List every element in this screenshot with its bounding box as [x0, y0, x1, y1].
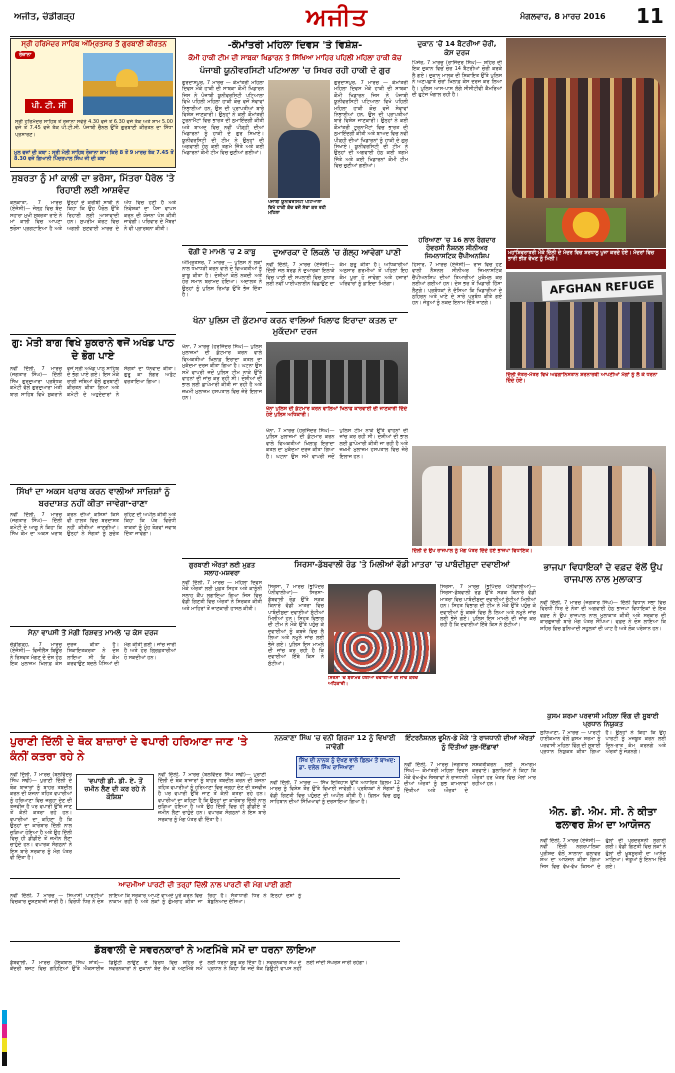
delhi-traders-body-right: ਨਵੀਂ ਦਿੱਲੀ, 7 ਮਾਰਚ (ਬਲਵਿੰਦਰ ਸਿੰਘ ਸੋਢੀ)— ਪੁਰਾਣੀ ਦਿੱਲੀ ਦੇ ਥੋਕ ਬਾਜ਼ਾਰਾਂ ਨੂੰ ਬਾਹਰ ਤਬਦੀਲ ਕਰਨ ਦੀ ਯੋਜਨਾ ਤਹਿਤ ਵਪਾਰੀਆਂ ਨੂੰ ਹਰਿਆਣਾ ਵਿਚ ਜਗ੍ਹਾ ਦੇਣ ਦੀ ਤਜਵੀਜ਼ ਹੈ ਪਰ ਵਪਾਰੀ ਉੱਥੇ ਜਾਣ ਤੋਂ ਕੰਨੀ ਕਤਰਾ ਰਹੇ ਹਨ। ਵਪਾਰੀਆਂ ਦਾ ਕਹਿਣਾ ਹੈ ਕਿ ਉਨ੍ਹਾਂ ਦਾ ਕਾਰੋਬਾਰ ਦਿੱਲੀ ਨਾਲ ਜੁੜਿਆ ਹੋਇਆ ਹੈ ਅਤੇ ਉਹ ਦਿੱਲੀ ਵਿਚ ਹੀ ਡੀਡੀਏ ਤੋਂ ਜ਼ਮੀਨ ਲੈਣਾ ਚਾਹੁੰਦੇ ਹਨ। ਵਪਾਰਕ ਸੰਗਠਨਾਂ ਨੇ ਇਸ ਬਾਰੇ ਸਰਕਾਰ ਨੂੰ ਮੰਗ ਪੱਤਰ ਵੀ ਦਿੱਤਾ ਹੈ।	[158, 772, 266, 823]
short2-headline: ਦੁਆਰਕਾ ਦੇ ਲਿਕਲੇ 'ਚ ਗੱਲ੍ਹ ਆਵੇਗਾ ਪਾਣੀ	[273, 248, 401, 257]
murder-photo	[266, 342, 408, 404]
photo3-caption: ਦਿੱਲੀ ਦੇ ਉਪ ਰਾਜਪਾਲ ਨੂੰ ਮੰਗ ਪੱਤਰ ਦਿੰਦੇ ਹੋਏ ਭਾਜਪਾ ਵਿਧਾਇਕ।	[412, 548, 533, 554]
dabwali-body: ਡੱਬਵਾਲੀ, 7 ਮਾਰਚ (ਇਕਬਾਲ ਸਿੰਘ ਸ਼ਾਂਤ)— ਕੇਂਦਰੀ ਬਜਟ ਵਿਚ ਗਹਿਣਿਆਂ ਉੱਤੇ ਐਕਸਾਈਜ਼ ਡਿਊਟੀ ਲਾਉਣ ਦੇ ਵਿਰੋਧ ਵਿਚ ਸ਼ਹਿਰ ਦੇ ਸਵਰਨਕਾਰਾਂ ਨੇ ਦੁਕਾਨਾਂ ਬੰਦ ਰੱਖ ਕੇ ਅਣਮਿੱਥੇ ਸਮੇਂ ਲਈ ਧਰਨਾ ਸ਼ੁਰੂ ਕਰ ਦਿੱਤਾ ਹੈ। ਸਵਰਨਕਾਰ ਸੰਘ ਦੇ ਪ੍ਰਧਾਨ ਨੇ ਕਿਹਾ ਕਿ ਜਦੋਂ ਤੱਕ ਡਿਊਟੀ ਵਾਪਸ ਨਹੀਂ ਲਈ ਜਾਂਦੀ ਸੰਘਰਸ਼ ਜਾਰੀ ਰਹੇਗਾ।	[10, 960, 368, 973]
refugee-banner: AFGHAN REFUGE	[542, 275, 663, 301]
shop-body: ਪਿੰਜੌਰ, 7 ਮਾਰਚ (ਰਾਜਿੰਦਰ ਸਿੰਘ)— ਸ਼ਹਿਰ ਦੀ ਇਕ ਦੁਕਾਨ ਵਿਚੋਂ ਚੋਰ 14 ਬੈਟਰੀਆਂ ਚੋਰੀ ਕਰਕੇ ਲੈ ਗਏ। ਦੁਕਾਨ ਮਾਲਕ ਦੀ ਸ਼ਿਕਾਇਤ ਉੱਤੇ ਪੁਲਿਸ ਨੇ ਅਣਪਛਾਤੇ ਚੋਰਾਂ ਖ਼ਿਲਾਫ਼ ਕੇਸ ਦਰਜ ਕਰ ਲਿਆ ਹੈ। ਪੁਲਿਸ ਆਸ-ਪਾਸ ਲੱਗੇ ਸੀਸੀਟੀਵੀ ਕੈਮਰਿਆਂ ਦੀ ਫੁਟੇਜ ਖੰਗਾਲ ਰਹੀ ਹੈ।	[412, 60, 502, 99]
people-group-icon	[276, 360, 398, 404]
special-banner: -ਕੌਮਾਂਤਰੀ ਮਹਿਲਾ ਦਿਵਸ 'ਤੇ ਵਿਸ਼ੇਸ਼-	[227, 40, 363, 51]
haryana-headline: ਹਰਿਆਣਾ 'ਚ 16 ਲਾਲ ਰੰਗਦਾਰ ਹੋਵਰਸੀ ਨੈਸ਼ਨਲ ਸੀਨੀਅਰ ਜਿਮਨਾਸਟਿਕ ਚੈਂਪੀਅਨਸ਼ਿਪ	[418, 236, 496, 260]
photo1-caption: ਮਹਾਂਸ਼ਿਵਰਾਤਰੀ ਮੌਕੇ ਦਿੱਲੀ ਦੇ ਮੰਦਰ ਵਿਚ ਸ਼ਰਧਾਲੂ ਪੂਜਾ ਕਰਦੇ ਹੋਏ। ਮੰਦਰਾਂ ਵਿਚ ਭਾਰੀ ਭੀੜ ਵੇਖਣ ਨੂੰ ਮਿਲੀ।	[506, 249, 666, 269]
photo2-caption: ਦਿੱਲੀ ਜੰਤਰ-ਮੰਤਰ ਵਿਖੇ ਅਫਗਾਨਿਸਤਾਨ ਸ਼ਰਨਾਰਥੀ ਆਪਣੀਆਂ ਮੰਗਾਂ ਨੂੰ ਲੈ ਕੇ ਧਰਨਾ ਦਿੰਦੇ ਹੋਏ।	[506, 372, 658, 384]
left-article-4-headline: ਸੇਨਾ ਵਾਪਸੀ ਤੋਂ ਮੰਗੀ ਰਿਸ਼ਵਤ ਮਾਮਲੇ 'ਚ ਕੇਸ ਦਰਜ	[27, 629, 159, 637]
flowers-icon	[546, 208, 626, 242]
murder-headline: ਖੰਨਾ ਪੁਲਿਸ ਦੀ ਕੁੱਟਮਾਰ ਕਰਨ ਵਾਲਿਆਂ ਖਿਲਾਫ ਇਰਾਦਾ ਕਤਲ ਦਾ ਮੁਕੱਦਮਾ ਦਰਜ	[192, 316, 398, 337]
sirsa-body-2: ਸਿਰਸਾ, 7 ਮਾਰਚ (ਭੁਪਿੰਦਰ ਪੰਨੀਵਾਲੀਆ)— ਸਿਰਸਾ-ਡੱਬਵਾਲੀ ਰੋਡ ਉੱਤੇ ਸੜਕ ਕਿਨਾਰੇ ਵੱਡੀ ਮਾਤਰਾ ਵਿਚ ਪਾਬੰਦੀਸ਼ੁਦਾ ਦਵਾਈਆਂ ਸੁੱਟੀਆਂ ਮਿਲੀਆਂ ਹਨ। ਸਿਹਤ ਵਿਭਾਗ ਦੀ ਟੀਮ ਨੇ ਮੌਕੇ ਉੱਤੇ ਪਹੁੰਚ ਕੇ ਦਵਾਈਆਂ ਨੂੰ ਕਬਜ਼ੇ ਵਿਚ ਲੈ ਲਿਆ ਅਤੇ ਨਮੂਨੇ ਜਾਂਚ ਲਈ ਭੇਜੇ ਗਏ। ਪੁਲਿਸ ਇਸ ਮਾਮਲੇ ਦੀ ਜਾਂਚ ਕਰ ਰਹੀ ਹੈ ਕਿ ਦਵਾਈਆਂ ਇੱਥੇ ਕਿਸ ਨੇ ਸੁੱਟੀਆਂ।	[440, 584, 536, 629]
sirsa-headline: ਸਿਰਸਾ-ਡੱਬਵਾਲੀ ਰੋਡ 'ਤੇ ਮਿਲੀਆਂ ਵੱਡੀ ਮਾਤਰਾ 'ਚ ਪਾਬੰਦੀਸ਼ੁਦਾ ਦਵਾਈਆਂ	[294, 560, 510, 569]
nankana-headline: ਨਨਕਾਣਾ ਸਿੰਘ 'ਚ ਵਨੀ ਗਿਰਜਾ 12 ਨੂੰ ਵਿਖਾਈ ਜਾਵੇਗੀ	[274, 734, 396, 751]
delhi-traders-quote: 'ਵਪਾਰੀ ਡੀ. ਡੀ. ਏ. ਤੋਂ ਜ਼ਮੀਨ ਲੈਣ ਦੀ ਕਰ ਰਹੇ ਨੇ ਕੋਸ਼ਿਸ਼'	[76, 774, 154, 810]
divider	[266, 312, 408, 313]
haryana-body: ਹਿਸਾਰ, 7 ਮਾਰਚ (ਏਜੰਸੀ)— ਰਾਜ ਵਿਚ ਹੋਣ ਵਾਲੀ ਨੈਸ਼ਨਲ ਸੀਨੀਅਰ ਜਿਮਨਾਸਟਿਕ ਚੈਂਪੀਅਨਸ਼ਿਪ ਦੀਆਂ ਤਿਆਰੀਆਂ ਮੁਕੰਮਲ ਕਰ ਲਈਆਂ ਗਈਆਂ ਹਨ। ਦੇਸ਼ ਭਰ ਤੋਂ ਖਿਡਾਰੀ ਹਿੱਸਾ ਲੈਣਗੇ। ਪ੍ਰਬੰਧਕਾਂ ਨੇ ਦੱਸਿਆ ਕਿ ਖਿਡਾਰੀਆਂ ਦੇ ਠਹਿਰਨ ਅਤੇ ਖਾਣੇ ਦੇ ਸਾਰੇ ਪ੍ਰਬੰਧ ਕੀਤੇ ਗਏ ਹਨ। ਜੇਤੂਆਂ ਨੂੰ ਨਕਦ ਇਨਾਮ ਦਿੱਤੇ ਜਾਣਗੇ।	[412, 262, 502, 307]
hukamnama-footer: ਮੂਲ ਵਜਾਂ ਦੀ ਕਥਾ : ਸ੍ਰੀ ਮੱਲੀ ਸਾਹਿਬ ਰੋਜ਼ਾਨਾ ਸ਼ਾਮ ਕਿਰੇ 8 ਤੋਂ 9 ਮਾਰਚ ਤੱਕ 7.45 ਤੋਂ 8.30 ਵਜੇ ਗਿਆਨੀ ਪਿੰਦਰਪਾਲ ਸਿੰਘ ਜੀ ਦੀ ਕਥਾ	[11, 149, 176, 168]
ndmc-headline: ਐਨ. ਡੀ. ਐਮ. ਸੀ. ਨੇ ਕੀਤਾ ਫਲਾਵਰ ਸ਼ੋਅ ਦਾ ਆਯੋਜਨ	[549, 807, 657, 831]
crowd-icon	[510, 302, 662, 368]
divider	[10, 484, 176, 485]
kumud-headline: ਕੁਸਮ ਸ਼ਰਮਾ ਪਰਵਾਸੀ ਮਹਿਲਾ ਵਿੰਗ ਦੀ ਸੂਬਾਈ ਪ੍ਰਧਾਨ ਨਿਯੁਕਤ	[547, 712, 659, 728]
left-article-2-body: ਨਵੀਂ ਦਿੱਲੀ, 7 ਮਾਰਚ (ਜਗਤਾਰ ਸਿੰਘ)— ਦਿੱਲੀ ਸਿੱਖ ਗੁਰਦੁਆਰਾ ਪ੍ਰਬੰਧਕ ਕਮੇਟੀ ਵੱਲੋਂ ਗੁਰਦੁਆਰਾ ਮੋਤੀ ਬਾਗ ਸਾਹਿਬ ਵਿਖੇ ਸ਼ੁਕਰਾਨੇ ਵਜੋਂ ਸ੍ਰੀ ਅਖੰਡ ਪਾਠ ਸਾਹਿਬ ਦੇ ਭੋਗ ਪਾਏ ਗਏ। ਇਸ ਮੌਕੇ ਰਾਗੀ ਜਥਿਆਂ ਵੱਲੋਂ ਗੁਰਬਾਣੀ ਕੀਰਤਨ ਕੀਤਾ ਗਿਆ ਅਤੇ ਕਮੇਟੀ ਦੇ ਅਹੁਦੇਦਾਰਾਂ ਨੇ ਸੰਗਤਾਂ ਦਾ ਧੰਨਵਾਦ ਕੀਤਾ। ਗੁਰੂ ਕਾ ਲੰਗਰ ਅਤੁੱਟ ਵਰਤਾਇਆ ਗਿਆ।	[10, 366, 176, 398]
murder-body: ਖੰਨਾ, 7 ਮਾਰਚ (ਹਰਜਿੰਦਰ ਸਿੰਘ)— ਪੁਲਿਸ ਮੁਲਾਜ਼ਮਾਂ ਦੀ ਕੁੱਟਮਾਰ ਕਰਨ ਵਾਲੇ ਵਿਅਕਤੀਆਂ ਖ਼ਿਲਾਫ਼ ਇਰਾਦਾ ਕਤਲ ਦਾ ਮੁਕੱਦਮਾ ਦਰਜ ਕੀਤਾ ਗਿਆ ਹੈ। ਘਟਨਾ ਉਸ ਸਮੇਂ ਵਾਪਰੀ ਜਦੋਂ ਪੁਲਿਸ ਟੀਮ ਨਾਕੇ ਉੱਤੇ ਵਾਹਨਾਂ ਦੀ ਜਾਂਚ ਕਰ ਰਹੀ ਸੀ। ਦੋਸ਼ੀਆਂ ਦੀ ਭਾਲ ਲਈ ਛਾਪੇਮਾਰੀ ਕੀਤੀ ਜਾ ਰਹੀ ਹੈ ਅਤੇ ਜ਼ਖ਼ਮੀ ਮੁਲਾਜ਼ਮ ਹਸਪਤਾਲ ਵਿਚ ਜ਼ੇਰੇ ਇਲਾਜ ਹਨ।	[182, 344, 262, 402]
divider	[182, 245, 408, 246]
special-photo	[268, 80, 330, 198]
masthead	[0, 0, 675, 36]
special-headline2: ਪੰਜਾਬੀ ਯੂਨੀਵਰਸਿਟੀ ਪਟਿਆਲਾ 'ਚ ਸਿਖਰ ਰਹੀ ਹਾਕੀ ਦੇ ਗੁਰ	[199, 66, 391, 76]
hukamnama-badge: ਰੋਜ਼ਾਨਾ	[15, 51, 35, 59]
nankana-box: ਸਿੱਖ ਦੀ ਨਾਨਕ ਨੂੰ ਦੇਖਣ ਵਾਲੇ ਫ਼ਿਲਮ ਤੋਂ ਬਾਅਦ: ਡਾ. ਦਲੇਲ ਸਿੰਘ ਰਾਜਿਆਣਾ	[296, 756, 400, 778]
divider	[182, 558, 408, 559]
special-headline1: ਕੌਮੀ ਹਾਕੀ ਟੀਮ ਦੀ ਸਾਬਕਾ ਖਿਡਾਰਨ ਤੇ ਸਿੱਖਿਆ ਮਾਹਿਰ ਪਹਿਲੀ ਮਹਿਲਾ ਹਾਕੀ ਕੋਚ	[188, 54, 402, 62]
aadmi-body: ਨਵੀਂ ਦਿੱਲੀ, 7 ਮਾਰਚ — ਸਿਆਸੀ ਪਾਰਟੀਆਂ ਵਿਚਕਾਰ ਦੂਸ਼ਣਬਾਜ਼ੀ ਜਾਰੀ ਹੈ। ਵਿਰੋਧੀ ਧਿਰ ਨੇ ਦੋਸ਼ ਲਾਇਆ ਕਿ ਸਰਕਾਰ ਆਪਣੇ ਵਾਅਦੇ ਪੂਰੇ ਕਰਨ ਵਿਚ ਨਾਕਾਮ ਰਹੀ ਹੈ ਅਤੇ ਲੋਕਾਂ ਨੂੰ ਗੁੰਮਰਾਹ ਕੀਤਾ ਜਾ ਰਿਹਾ ਹੈ। ਸੱਤਾਧਾਰੀ ਧਿਰ ਨੇ ਇਨ੍ਹਾਂ ਦੋਸ਼ਾਂ ਨੂੰ ਬੇਬੁਨਿਆਦ ਦੱਸਿਆ।	[10, 893, 302, 906]
sirsa-body: ਸਿਰਸਾ, 7 ਮਾਰਚ (ਭੁਪਿੰਦਰ ਪੰਨੀਵਾਲੀਆ)— ਸਿਰਸਾ-ਡੱਬਵਾਲੀ ਰੋਡ ਉੱਤੇ ਸੜਕ ਕਿਨਾਰੇ ਵੱਡੀ ਮਾਤਰਾ ਵਿਚ ਪਾਬੰਦੀਸ਼ੁਦਾ ਦਵਾਈਆਂ ਸੁੱਟੀਆਂ ਮਿਲੀਆਂ ਹਨ। ਸਿਹਤ ਵਿਭਾਗ ਦੀ ਟੀਮ ਨੇ ਮੌਕੇ ਉੱਤੇ ਪਹੁੰਚ ਕੇ ਦਵਾਈਆਂ ਨੂੰ ਕਬਜ਼ੇ ਵਿਚ ਲੈ ਲਿਆ ਅਤੇ ਨਮੂਨੇ ਜਾਂਚ ਲਈ ਭੇਜੇ ਗਏ। ਪੁਲਿਸ ਇਸ ਮਾਮਲੇ ਦੀ ਜਾਂਚ ਕਰ ਰਹੀ ਹੈ ਕਿ ਦਵਾਈਆਂ ਇੱਥੇ ਕਿਸ ਨੇ ਸੁੱਟੀਆਂ।	[268, 584, 324, 667]
dabwali-headline: ਡੱਬਵਾਲੀ ਦੇ ਸਵਰਨਕਾਰਾਂ ਨੇ ਅਣਮਿੱਥੇ ਸਮੇਂ ਦਾ ਧਰਨਾ ਲਾਇਆ	[94, 945, 316, 956]
left-article-3-body: ਨਵੀਂ ਦਿੱਲੀ, 7 ਮਾਰਚ (ਜਗਤਾਰ ਸਿੰਘ)— ਦਿੱਲੀ ਕਮੇਟੀ ਦੇ ਆਗੂ ਨੇ ਕਿਹਾ ਕਿ ਸਿੱਖ ਕੌਮ ਦਾ ਅਕਸ ਖਰਾਬ ਕਰਨ ਦੀਆਂ ਕੋਸ਼ਿਸ਼ਾਂ ਕਿਸੇ ਵੀ ਹਾਲਤ ਵਿਚ ਬਰਦਾਸ਼ਤ ਨਹੀਂ ਕੀਤੀਆਂ ਜਾਣਗੀਆਂ। ਉਨ੍ਹਾਂ ਨੇ ਸੰਗਤਾਂ ਨੂੰ ਸੁਚੇਤ ਰਹਿਣ ਦੀ ਅਪੀਲ ਕੀਤੀ ਅਤੇ ਕਿਹਾ ਕਿ ਪੰਥ ਵਿਰੋਧੀ ਤਾਕਤਾਂ ਨੂੰ ਮੂੰਹ ਤੋੜਵਾਂ ਜਵਾਬ ਦਿੱਤਾ ਜਾਵੇਗਾ।	[10, 512, 176, 538]
intl-headline: ਇੰਟਰਨੈਸ਼ਨਲ ਵੂਮੈਨ-ਡੇ ਮੌਕੇ 'ਤੇ ਰਾਜਧਾਨੀ ਦੀਆਂ ਔਰਤਾਂ ਨੂੰ ਦਿੱਤੀਆਂ ਸ਼ੁਭ-ਇੱਛਾਵਾਂ	[405, 734, 535, 751]
people-group-icon	[422, 466, 656, 546]
left-article-2-headline: ਗੁ: ਮੋਤੀ ਬਾਗ ਵਿਖੇ ਸ਼ੁਕਰਾਨੇ ਵਜੋਂ ਅਖੰਡ ਪਾਠ ਦੇ ਭੋਗ ਪਾਏ	[11, 338, 175, 362]
photo-temple-crowd	[506, 38, 666, 248]
delhi-traders-body-left: ਨਵੀਂ ਦਿੱਲੀ, 7 ਮਾਰਚ (ਬਲਵਿੰਦਰ ਸਿੰਘ ਸੋਢੀ)— ਪੁਰਾਣੀ ਦਿੱਲੀ ਦੇ ਥੋਕ ਬਾਜ਼ਾਰਾਂ ਨੂੰ ਬਾਹਰ ਤਬਦੀਲ ਕਰਨ ਦੀ ਯੋਜਨਾ ਤਹਿਤ ਵਪਾਰੀਆਂ ਨੂੰ ਹਰਿਆਣਾ ਵਿਚ ਜਗ੍ਹਾ ਦੇਣ ਦੀ ਤਜਵੀਜ਼ ਹੈ ਪਰ ਵਪਾਰੀ ਉੱਥੇ ਜਾਣ ਤੋਂ ਕੰਨੀ ਕਤਰਾ ਰਹੇ ਹਨ। ਵਪਾਰੀਆਂ ਦਾ ਕਹਿਣਾ ਹੈ ਕਿ ਉਨ੍ਹਾਂ ਦਾ ਕਾਰੋਬਾਰ ਦਿੱਲੀ ਨਾਲ ਜੁੜਿਆ ਹੋਇਆ ਹੈ ਅਤੇ ਉਹ ਦਿੱਲੀ ਵਿਚ ਹੀ ਡੀਡੀਏ ਤੋਂ ਜ਼ਮੀਨ ਲੈਣਾ ਚਾਹੁੰਦੇ ਹਨ। ਵਪਾਰਕ ਸੰਗਠਨਾਂ ਨੇ ਇਸ ਬਾਰੇ ਸਰਕਾਰ ਨੂੰ ਮੰਗ ਪੱਤਰ ਵੀ ਦਿੱਤਾ ਹੈ।	[10, 772, 72, 862]
hukamnama-title: ਸ੍ਰੀ ਹਰਿਮੰਦਰ ਸਾਹਿਬ ਅੰਮ੍ਰਿਤਸਰ ਤੋਂ ਗੁਰਬਾਣੀ ਕੀਰਤਨ	[21, 40, 167, 48]
kumud-body: ਲੁਧਿਆਣਾ, 7 ਮਾਰਚ — ਪਾਰਟੀ ਹਾਈਕਮਾਨ ਵੱਲੋਂ ਕੁਸਮ ਸ਼ਰਮਾ ਨੂੰ ਪਰਵਾਸੀ ਮਹਿਲਾ ਵਿੰਗ ਦੀ ਸੂਬਾਈ ਪ੍ਰਧਾਨ ਨਿਯੁਕਤ ਕੀਤਾ ਗਿਆ ਹੈ। ਉਨ੍ਹਾਂ ਨੇ ਕਿਹਾ ਕਿ ਉਹ ਪਾਰਟੀ ਨੂੰ ਮਜ਼ਬੂਤ ਕਰਨ ਲਈ ਦਿਨ-ਰਾਤ ਕੰਮ ਕਰਨਗੇ ਅਤੇ ਔਰਤਾਂ ਨੂੰ ਜੋੜਨਗੇ।	[540, 730, 666, 756]
pile-icon	[334, 632, 430, 672]
short2-body: ਨਵੀਂ ਦਿੱਲੀ, 7 ਮਾਰਚ (ਏਜੰਸੀ)— ਦਿੱਲੀ ਜਲ ਬੋਰਡ ਨੇ ਦੁਆਰਕਾ ਇਲਾਕੇ ਵਿਚ ਪਾਣੀ ਦੀ ਸਪਲਾਈ ਵਿਚ ਸੁਧਾਰ ਲਈ ਨਵੀਂ ਪਾਈਪਲਾਈਨ ਵਿਛਾਉਣ ਦਾ ਕੰਮ ਸ਼ੁਰੂ ਕੀਤਾ ਹੈ। ਅਧਿਕਾਰੀਆਂ ਅਨੁਸਾਰ ਗਰਮੀਆਂ ਤੋਂ ਪਹਿਲਾਂ ਇਹ ਕੰਮ ਪੂਰਾ ਹੋ ਜਾਵੇਗਾ ਅਤੇ ਹਜ਼ਾਰਾਂ ਪਰਿਵਾਰਾਂ ਨੂੰ ਫ਼ਾਇਦਾ ਮਿਲੇਗਾ।	[266, 262, 408, 288]
ndmc-body: ਨਵੀਂ ਦਿੱਲੀ, 7 ਮਾਰਚ (ਏਜੰਸੀ)— ਨਵੀਂ ਦਿੱਲੀ ਨਗਰਪਾਲਿਕਾ ਪ੍ਰੀਸ਼ਦ ਵੱਲੋਂ ਸਾਲਾਨਾ ਫਲਾਵਰ ਸ਼ੋਅ ਦਾ ਆਯੋਜਨ ਕੀਤਾ ਗਿਆ ਜਿਸ ਵਿਚ ਵੱਖ-ਵੱਖ ਕਿਸਮਾਂ ਦੇ ਫੁੱਲਾਂ ਦੀ ਪ੍ਰਦਰਸ਼ਨੀ ਲਗਾਈ ਗਈ। ਵੱਡੀ ਗਿਣਤੀ ਵਿਚ ਲੋਕਾਂ ਨੇ ਫੁੱਲਾਂ ਦੀ ਖ਼ੂਬਸੂਰਤੀ ਦਾ ਆਨੰਦ ਮਾਣਿਆ। ਜੇਤੂਆਂ ਨੂੰ ਇਨਾਮ ਦਿੱਤੇ ਗਏ।	[540, 838, 666, 870]
nankana-body: ਨਵੀਂ ਦਿੱਲੀ, 7 ਮਾਰਚ — ਸਿੱਖ ਇਤਿਹਾਸ ਉੱਤੇ ਅਧਾਰਿਤ ਫ਼ਿਲਮ 12 ਮਾਰਚ ਨੂੰ ਵਿਸ਼ੇਸ਼ ਤੌਰ ਉੱਤੇ ਵਿਖਾਈ ਜਾਵੇਗੀ। ਪ੍ਰਬੰਧਕਾਂ ਨੇ ਸੰਗਤਾਂ ਨੂੰ ਵੱਡੀ ਗਿਣਤੀ ਵਿਚ ਪਹੁੰਚਣ ਦੀ ਅਪੀਲ ਕੀਤੀ ਹੈ। ਫ਼ਿਲਮ ਵਿਚ ਗੁਰੂ ਸਾਹਿਬਾਨ ਦੀਆਂ ਸਿੱਖਿਆਵਾਂ ਨੂੰ ਦਰਸਾਇਆ ਗਿਆ ਹੈ।	[270, 780, 400, 806]
intl-body: ਨਵੀਂ ਦਿੱਲੀ, 7 ਮਾਰਚ (ਜਗਤਾਰ ਸਿੰਘ)— ਕੌਮਾਂਤਰੀ ਮਹਿਲਾ ਦਿਵਸ ਮੌਕੇ ਵੱਖ-ਵੱਖ ਸੰਸਥਾਵਾਂ ਨੇ ਰਾਜਧਾਨੀ ਦੀਆਂ ਔਰਤਾਂ ਨੂੰ ਸ਼ੁਭ ਕਾਮਨਾਵਾਂ ਦਿੱਤੀਆਂ ਅਤੇ ਔਰਤਾਂ ਦੇ ਸਸ਼ਕਤੀਕਰਨ ਲਈ ਸਮਾਗਮ ਕਰਵਾਏ। ਬੁਲਾਰਿਆਂ ਨੇ ਕਿਹਾ ਕਿ ਔਰਤਾਂ ਹਰ ਖੇਤਰ ਵਿਚ ਮੱਲਾਂ ਮਾਰ ਰਹੀਆਂ ਹਨ।	[404, 762, 536, 794]
divider	[10, 732, 536, 733]
ptc-logo: ਪੀ. ਟੀ. ਸੀ	[25, 99, 73, 113]
masthead-left: ਅਜੀਤ, ਚੰਡੀਗੜ੍ਹ	[14, 12, 75, 22]
golden-temple-image	[83, 53, 173, 115]
masthead-logo: ਅਜੀਤ	[306, 2, 368, 31]
color-registration-strip	[2, 1010, 7, 1066]
divider	[10, 334, 176, 335]
person-face-icon	[286, 98, 312, 128]
temple-dome-icon	[116, 69, 138, 87]
crowd-icon	[512, 78, 660, 198]
gurbani-mahila-headline: ਗੁਰਬਾਣੀ ਔਰਤਾਂ ਲਈ ਮੁਫ਼ਤ ਸਲਾਹ-ਮਸ਼ਵਰਾ	[188, 561, 256, 577]
photo-refugees	[506, 272, 666, 370]
photo-bjp-delegation	[412, 446, 666, 546]
shop-headline: ਦੁਕਾਨ 'ਚੋਂ 14 ਬੈਟਰੀਆਂ ਚੋਰੀ, ਕੇਸ ਦਰਜ	[417, 40, 497, 57]
murder-body-2: ਖੰਨਾ, 7 ਮਾਰਚ (ਹਰਜਿੰਦਰ ਸਿੰਘ)— ਪੁਲਿਸ ਮੁਲਾਜ਼ਮਾਂ ਦੀ ਕੁੱਟਮਾਰ ਕਰਨ ਵਾਲੇ ਵਿਅਕਤੀਆਂ ਖ਼ਿਲਾਫ਼ ਇਰਾਦਾ ਕਤਲ ਦਾ ਮੁਕੱਦਮਾ ਦਰਜ ਕੀਤਾ ਗਿਆ ਹੈ। ਘਟਨਾ ਉਸ ਸਮੇਂ ਵਾਪਰੀ ਜਦੋਂ ਪੁਲਿਸ ਟੀਮ ਨਾਕੇ ਉੱਤੇ ਵਾਹਨਾਂ ਦੀ ਜਾਂਚ ਕਰ ਰਹੀ ਸੀ। ਦੋਸ਼ੀਆਂ ਦੀ ਭਾਲ ਲਈ ਛਾਪੇਮਾਰੀ ਕੀਤੀ ਜਾ ਰਹੀ ਹੈ ਅਤੇ ਜ਼ਖ਼ਮੀ ਮੁਲਾਜ਼ਮ ਹਸਪਤਾਲ ਵਿਚ ਜ਼ੇਰੇ ਇਲਾਜ ਹਨ।	[266, 428, 408, 460]
left-article-1-headline: ਸੁਬਰਤਾ ਨੂੰ ਮਾਂ ਕਾਲੀ ਦਾ ਭਰੋਸਾ, ਮਿੱਤਰਾ ਪੈਰੋਲ 'ਤੇ ਰਿਹਾਈ ਲਈ ਆਸ਼ਵੰਦ	[11, 174, 175, 196]
delhi-traders-headline: ਪੁਰਾਣੀ ਦਿੱਲੀ ਦੇ ਥੋਕ ਬਾਜ਼ਾਰਾਂ ਦੇ ਵਪਾਰੀ ਹਰਿਆਣਾ ਜਾਣ 'ਤੇ ਕੰਨੀਂ ਕਤਰਾ ਰਹੇ ਨੇ	[10, 735, 248, 763]
gurbani-mahila-body: ਨਵੀਂ ਦਿੱਲੀ, 7 ਮਾਰਚ — ਮਹਿਲਾ ਦਿਵਸ ਮੌਕੇ ਔਰਤਾਂ ਲਈ ਮੁਫ਼ਤ ਸਿਹਤ ਅਤੇ ਕਾਨੂੰਨੀ ਸਲਾਹ ਕੈਂਪ ਲਗਾਇਆ ਗਿਆ ਜਿਸ ਵਿਚ ਵੱਡੀ ਗਿਣਤੀ ਵਿਚ ਔਰਤਾਂ ਨੇ ਸ਼ਿਰਕਤ ਕੀਤੀ ਅਤੇ ਮਾਹਿਰਾਂ ਤੋਂ ਜਾਣਕਾਰੀ ਹਾਸਲ ਕੀਤੀ।	[182, 580, 262, 612]
masthead-date: ਮੰਗਲਵਾਰ, 8 ਮਾਰਚ 2016	[520, 12, 606, 21]
page-number: 11	[636, 4, 664, 28]
short1-headline: ਢੋਂਗੀ ਦੇ ਮਾਮਲੇ 'ਚ 2 ਕਾਬੂ	[188, 248, 256, 256]
divider	[10, 171, 176, 172]
bjp-headline: ਭਾਜਪਾ ਵਿਧਾਇਕਾਂ ਦੇ ਵਫ਼ਦ ਵੱਲੋਂ ਉਪ ਰਾਜਪਾਲ ਨਾਲ ਮੁਲਾਕਾਤ	[543, 563, 663, 585]
divider	[10, 878, 400, 879]
bjp-body: ਨਵੀਂ ਦਿੱਲੀ, 7 ਮਾਰਚ (ਜਗਤਾਰ ਸਿੰਘ)— ਦਿੱਲੀ ਵਿਧਾਨ ਸਭਾ ਵਿਚ ਵਿਰੋਧੀ ਧਿਰ ਦੇ ਨੇਤਾ ਦੀ ਅਗਵਾਈ ਹੇਠ ਭਾਜਪਾ ਵਿਧਾਇਕਾਂ ਦੇ ਇਕ ਵਫ਼ਦ ਨੇ ਉਪ ਰਾਜਪਾਲ ਨਾਲ ਮੁਲਾਕਾਤ ਕੀਤੀ ਅਤੇ ਸਰਕਾਰ ਦੀ ਕਾਰਗੁਜ਼ਾਰੀ ਬਾਰੇ ਮੰਗ ਪੱਤਰ ਸੌਂਪਿਆ। ਵਫ਼ਦ ਨੇ ਦੋਸ਼ ਲਾਇਆ ਕਿ ਸ਼ਹਿਰ ਵਿਚ ਬੁਨਿਆਦੀ ਸਹੂਲਤਾਂ ਦੀ ਘਾਟ ਹੈ ਅਤੇ ਲੋਕ ਪਰੇਸ਼ਾਨ ਹਨ।	[540, 600, 666, 632]
hukamnama-box	[10, 38, 176, 168]
special-body-left: ਗੁਰਦਾਸਪੁਰ, 7 ਮਾਰਚ — ਕੌਮਾਂਤਰੀ ਮਹਿਲਾ ਦਿਵਸ ਮੌਕੇ ਹਾਕੀ ਦੀ ਸਾਬਕਾ ਕੌਮੀ ਖਿਡਾਰਨ ਜਿਸ ਨੇ ਪੰਜਾਬੀ ਯੂਨੀਵਰਸਿਟੀ ਪਟਿਆਲਾ ਵਿਖੇ ਪਹਿਲੀ ਮਹਿਲਾ ਹਾਕੀ ਕੋਚ ਵਜੋਂ ਸੇਵਾਵਾਂ ਨਿਭਾਈਆਂ ਹਨ, ਉਸ ਦੀ ਪ੍ਰਾਪਤੀਆਂ ਬਾਰੇ ਵਿਸ਼ੇਸ਼ ਜਾਣਕਾਰੀ। ਉਨ੍ਹਾਂ ਨੇ ਕਈ ਕੌਮਾਂਤਰੀ ਟੂਰਨਾਮੈਂਟਾਂ ਵਿਚ ਭਾਰਤ ਦੀ ਨੁਮਾਇੰਦਗੀ ਕੀਤੀ ਅਤੇ ਬਾਅਦ ਵਿਚ ਨਵੀਂ ਪੀੜ੍ਹੀ ਦੀਆਂ ਖਿਡਾਰਨਾਂ ਨੂੰ ਹਾਕੀ ਦੇ ਗੁਰ ਸਿਖਾਏ। ਯੂਨੀਵਰਸਿਟੀ ਦੀ ਟੀਮ ਨੇ ਉਨ੍ਹਾਂ ਦੀ ਅਗਵਾਈ ਹੇਠ ਕਈ ਤਗਮੇ ਜਿੱਤੇ ਅਤੇ ਕਈ ਖਿਡਾਰਨਾਂ ਕੌਮੀ ਟੀਮ ਵਿਚ ਚੁਣੀਆਂ ਗਈਆਂ।	[182, 80, 264, 157]
sirsa-caption: ਸਿਰਸਾ 'ਚ ਬਰਾਮਦ ਹੋਈਆਂ ਦਵਾਈਆਂ ਦੀ ਜਾਂਚ ਕਰਦੇ ਅਧਿਕਾਰੀ।	[328, 676, 418, 687]
divider	[10, 626, 176, 627]
aadmi-headline: ਆਦਮੀਆਂ ਪਾਰਟੀ ਦੀ ਤਰ੍ਹਾਂ ਦਿੱਲੀ ਨਾਲ ਪਾਰਟੀ ਵੀ ਮੰਗ ਪਾਈ ਗਈ	[118, 881, 292, 889]
sirsa-photo	[328, 584, 436, 674]
left-article-3-headline: ਸਿੱਖਾਂ ਦਾ ਅਕਸ ਖਰਾਬ ਕਰਨ ਵਾਲੀਆਂ ਸਾਜ਼ਿਸ਼ਾਂ ਨੂੰ ਬਰਦਾਸ਼ਤ ਨਹੀਂ ਕੀਤਾ ਜਾਵੇਗਾ-ਰਾਣਾ	[16, 487, 170, 509]
person-body-icon	[278, 130, 320, 198]
special-photo-caption: ਪੰਜਾਬੀ ਯੂਨੀਵਰਸਿਟੀ ਪਟਿਆਲਾ ਵਿਖੇ ਹਾਕੀ ਕੋਚ ਵਜੋਂ ਸੇਵਾ ਕਰ ਰਹੀ ਮਹਿਲਾ	[268, 200, 326, 217]
murder-caption: ਖੰਨਾ ਪੁਲਿਸ ਦੀ ਕੁੱਟਮਾਰ ਕਰਨ ਵਾਲਿਆਂ ਖਿਲਾਫ ਕਾਰਵਾਈ ਦੀ ਜਾਣਕਾਰੀ ਦਿੰਦੇ ਹੋਏ ਪੁਲਿਸ ਅਧਿਕਾਰੀ।	[266, 406, 408, 418]
special-body-right: ਗੁਰਦਾਸਪੁਰ, 7 ਮਾਰਚ — ਕੌਮਾਂਤਰੀ ਮਹਿਲਾ ਦਿਵਸ ਮੌਕੇ ਹਾਕੀ ਦੀ ਸਾਬਕਾ ਕੌਮੀ ਖਿਡਾਰਨ ਜਿਸ ਨੇ ਪੰਜਾਬੀ ਯੂਨੀਵਰਸਿਟੀ ਪਟਿਆਲਾ ਵਿਖੇ ਪਹਿਲੀ ਮਹਿਲਾ ਹਾਕੀ ਕੋਚ ਵਜੋਂ ਸੇਵਾਵਾਂ ਨਿਭਾਈਆਂ ਹਨ, ਉਸ ਦੀ ਪ੍ਰਾਪਤੀਆਂ ਬਾਰੇ ਵਿਸ਼ੇਸ਼ ਜਾਣਕਾਰੀ। ਉਨ੍ਹਾਂ ਨੇ ਕਈ ਕੌਮਾਂਤਰੀ ਟੂਰਨਾਮੈਂਟਾਂ ਵਿਚ ਭਾਰਤ ਦੀ ਨੁਮਾਇੰਦਗੀ ਕੀਤੀ ਅਤੇ ਬਾਅਦ ਵਿਚ ਨਵੀਂ ਪੀੜ੍ਹੀ ਦੀਆਂ ਖਿਡਾਰਨਾਂ ਨੂੰ ਹਾਕੀ ਦੇ ਗੁਰ ਸਿਖਾਏ। ਯੂਨੀਵਰਸਿਟੀ ਦੀ ਟੀਮ ਨੇ ਉਨ੍ਹਾਂ ਦੀ ਅਗਵਾਈ ਹੇਠ ਕਈ ਤਗਮੇ ਜਿੱਤੇ ਅਤੇ ਕਈ ਖਿਡਾਰਨਾਂ ਕੌਮੀ ਟੀਮ ਵਿਚ ਚੁਣੀਆਂ ਗਈਆਂ।	[334, 80, 408, 170]
masthead-rule	[10, 36, 666, 37]
left-article-1-body: ਕੋਲਕਾਤਾ, 7 ਮਾਰਚ (ਏਜੰਸੀ)— ਜੇਲ੍ਹ ਵਿਚ ਬੰਦ ਸਹਾਰਾ ਮੁਖੀ ਸੁਬਰਤਾ ਰਾਏ ਨੇ ਮਾਂ ਕਾਲੀ ਵਿਚ ਆਪਣਾ ਭਰੋਸਾ ਪ੍ਰਗਟਾਇਆ ਹੈ ਅਤੇ ਉਨ੍ਹਾਂ ਦੇ ਕਰੀਬੀ ਸਾਥੀ ਨੇ ਕਿਹਾ ਕਿ ਉਹ ਪੈਰੋਲ ਉੱਤੇ ਰਿਹਾਈ ਲਈ ਆਸ਼ਾਵਾਦੀ ਹਨ। ਸੁਪਰੀਮ ਕੋਰਟ ਵਿਚ ਅਗਲੀ ਸੁਣਵਾਈ ਮਾਰਚ ਦੇ ਅੱਧ ਵਿਚ ਹੋਣੀ ਹੈ ਅਤੇ ਨਿਵੇਸ਼ਕਾਂ ਦਾ ਪੈਸਾ ਵਾਪਸ ਕਰਨ ਦੀ ਯੋਜਨਾ ਪੇਸ਼ ਕੀਤੀ ਜਾਵੇਗੀ। ਪਰਿਵਾਰ ਦੇ ਮੈਂਬਰਾਂ ਨੇ ਵੀ ਪ੍ਰਾਰਥਨਾ ਕੀਤੀ।	[10, 200, 176, 232]
person-standing-icon	[368, 590, 382, 630]
short1-body: ਅੰਮ੍ਰਿਤਸਰ, 7 ਮਾਰਚ — ਪੁਲਿਸ ਨੇ ਲੋਕਾਂ ਨਾਲ ਧੋਖਾਧੜੀ ਕਰਨ ਵਾਲੇ ਦੋ ਵਿਅਕਤੀਆਂ ਨੂੰ ਕਾਬੂ ਕੀਤਾ ਹੈ। ਦੋਸ਼ੀਆਂ ਕੋਲੋਂ ਨਕਦੀ ਅਤੇ ਹੋਰ ਸਮਾਨ ਬਰਾਮਦ ਹੋਇਆ। ਅਦਾਲਤ ਨੇ ਉਨ੍ਹਾਂ ਨੂੰ ਪੁਲਿਸ ਰਿਮਾਂਡ ਉੱਤੇ ਭੇਜ ਦਿੱਤਾ ਹੈ।	[182, 260, 262, 299]
hukamnama-text: ਸ੍ਰੀ ਹਰਿਮੰਦਰ ਸਾਹਿਬ ਤੋਂ ਰੋਜ਼ਾਨਾ ਸਵੇਰੇ 4.30 ਵਜੇ ਤੋਂ 6.30 ਵਜੇ ਤੱਕ ਅਤੇ ਸ਼ਾਮ 5.00 ਵਜੇ ਤੋਂ 7.45 ਵਜੇ ਤੱਕ ਪੀ.ਟੀ.ਸੀ. ਪੰਜਾਬੀ ਚੈਨਲ ਉੱਤੇ ਗੁਰਬਾਣੀ ਕੀਰਤਨ ਦਾ ਸਿੱਧਾ ਪ੍ਰਸਾਰਣ।	[15, 119, 173, 138]
divider	[10, 941, 400, 942]
left-article-4-body: ਚੰਡੀਗੜ੍ਹ, 7 ਮਾਰਚ (ਏਜੰਸੀ)— ਵਿਜੀਲੈਂਸ ਬਿਊਰੋ ਨੇ ਰਿਸ਼ਵਤ ਮੰਗਣ ਦੇ ਦੋਸ਼ ਹੇਠ ਇਕ ਮੁਲਾਜ਼ਮ ਖ਼ਿਲਾਫ਼ ਕੇਸ ਦਰਜ ਕੀਤਾ ਹੈ। ਸ਼ਿਕਾਇਤਕਰਤਾ ਨੇ ਦੋਸ਼ ਲਾਇਆ ਸੀ ਕਿ ਕੰਮ ਕਰਵਾਉਣ ਬਦਲੇ ਪੈਸਿਆਂ ਦੀ ਮੰਗ ਕੀਤੀ ਗਈ। ਜਾਂਚ ਜਾਰੀ ਹੈ ਅਤੇ ਹੋਰ ਗ੍ਰਿਫ਼ਤਾਰੀਆਂ ਹੋ ਸਕਦੀਆਂ ਹਨ।	[10, 642, 176, 668]
